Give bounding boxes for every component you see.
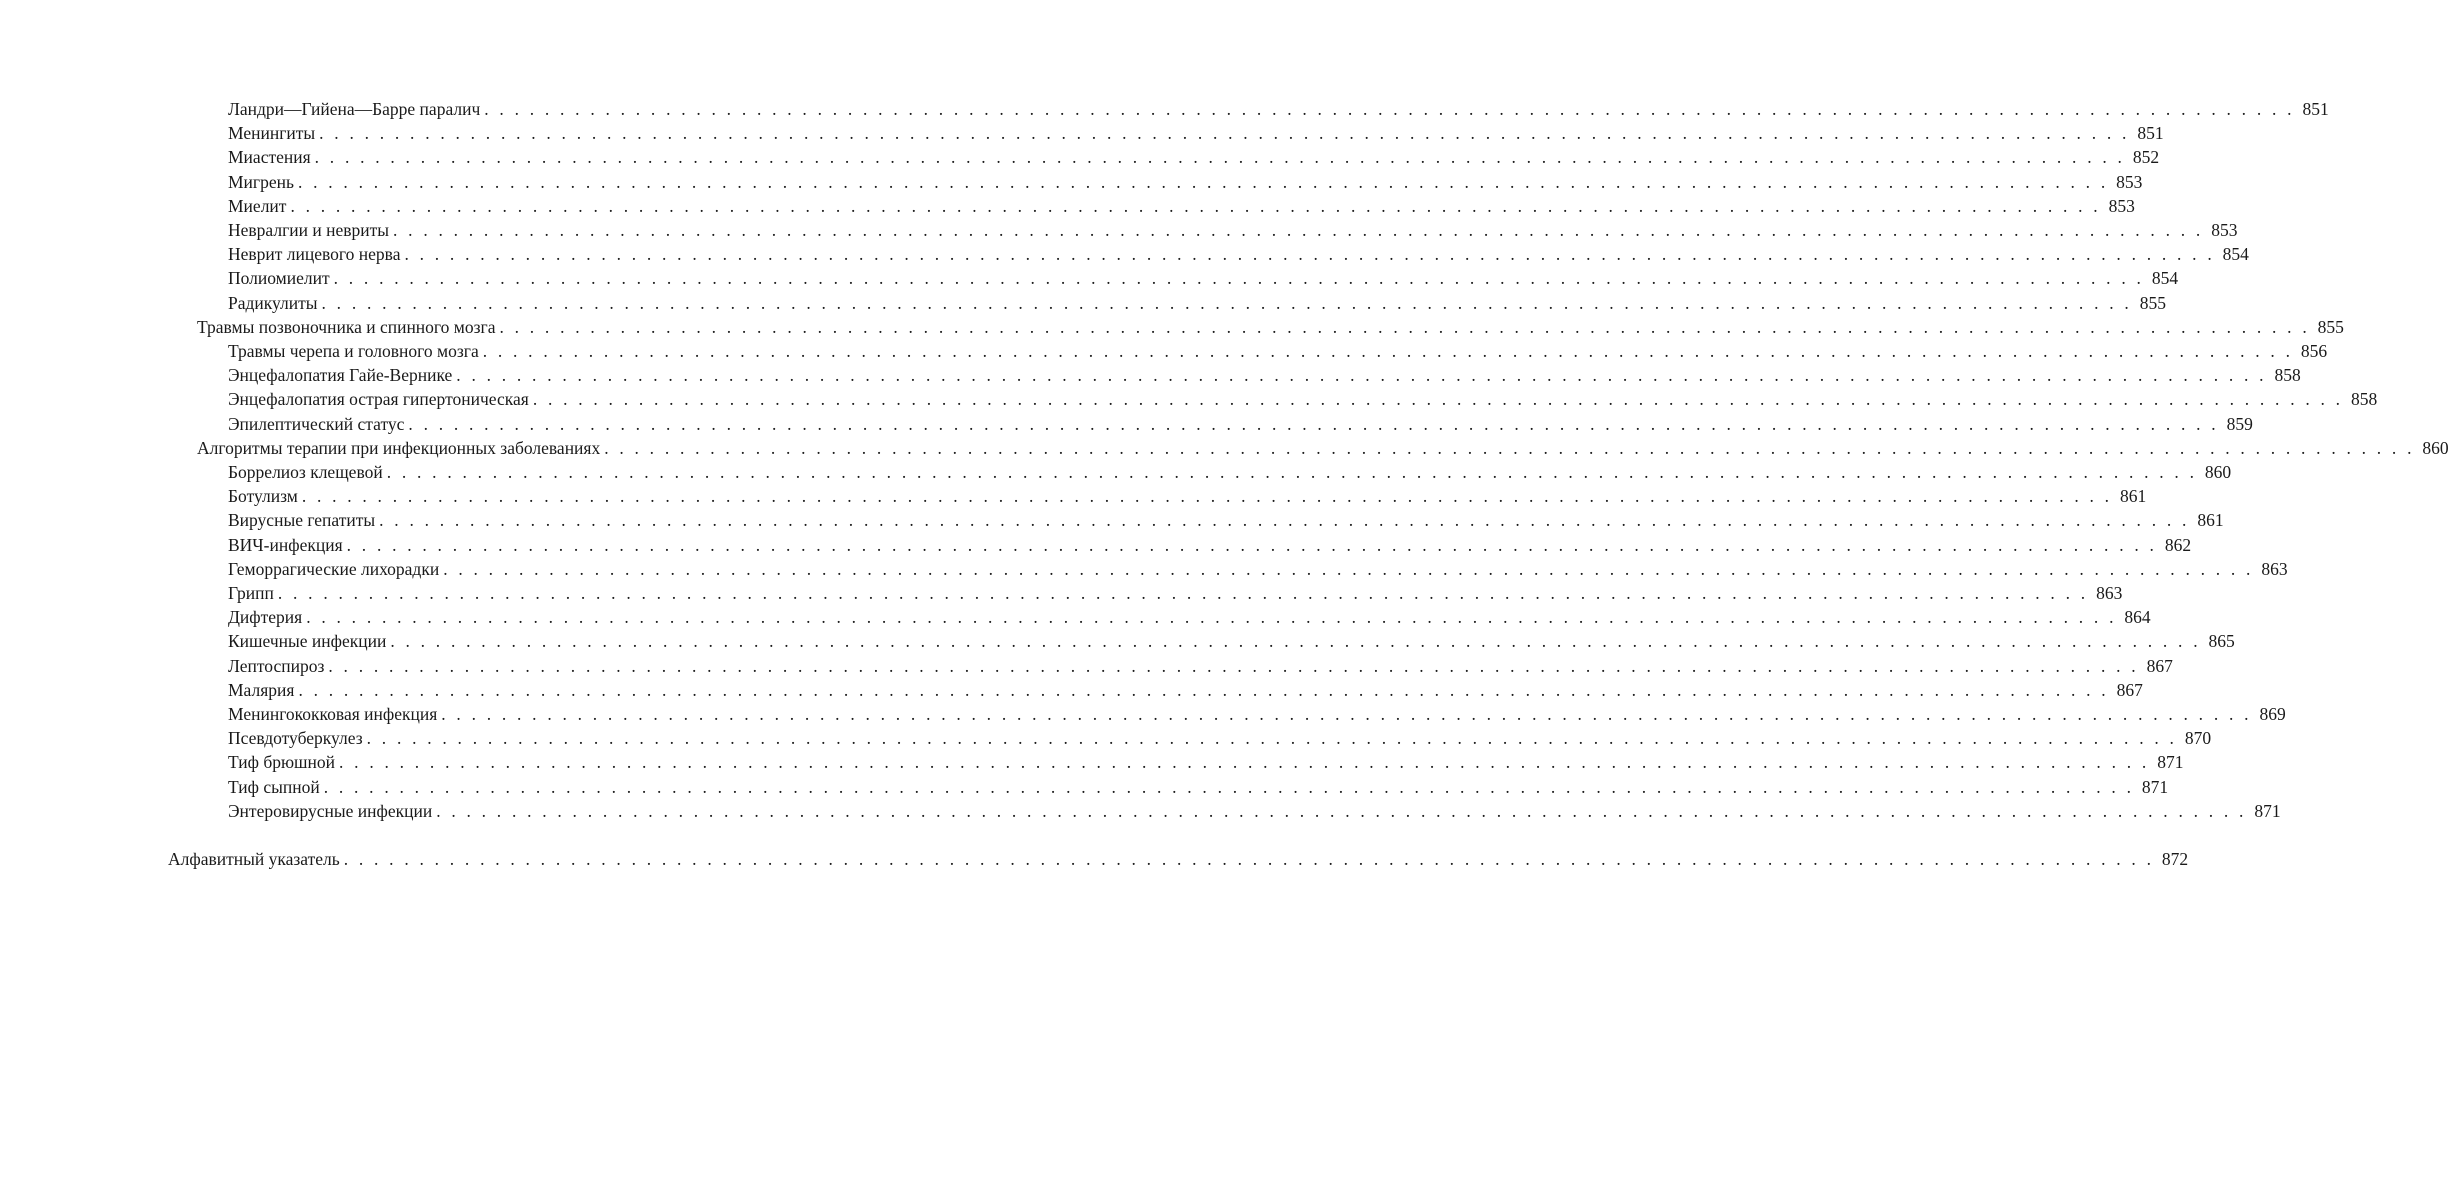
dot-leader: . . . . . . . . . . . . . . . . . . . . . . . . . . . . . . . . . . . . . . . . . . . . . . . . . . . . . . . . . . . . . . . . . . . . . . . . . . . . . . . . . . . . . . . . . . . . . . . . . . . . . . . . . . . . . . . . . . . . . . . . <box>390 631 2201 652</box>
toc-entry-title: Алфавитный указатель <box>168 847 344 871</box>
dot-leader: . . . . . . . . . . . . . . . . . . . . . . . . . . . . . . . . . . . . . . . . . . . . . . . . . . . . . . . . . . . . . . . . . . . . . . . . . . . . . . . . . . . . . . . . . . . . . . . . . . . . . . . . . . . . . . . . . . . . . . . . <box>301 486 2113 507</box>
toc-entry[interactable] <box>228 605 2151 629</box>
toc-entry-title: Энцефалопатия Гайе-Вернике <box>228 363 456 387</box>
dot-leader: . . . . . . . . . . . . . . . . . . . . . . . . . . . . . . . . . . . . . . . . . . . . . . . . . . . . . . . . . . . . . . . . . . . . . . . . . . . . . . . . . . . . . . . . . . . . . . . . . . . . . . . . . . . . . . . . . . . . . . . . <box>436 800 2247 821</box>
toc-entry[interactable] <box>228 460 2232 484</box>
toc-entry-title: Невралгии и невриты <box>228 218 393 242</box>
toc-entry-page-number: 865 <box>2201 629 2235 653</box>
toc-entry-title: Ландри—Гийена—Барре паралич <box>228 97 484 121</box>
dot-leader: . . . . . . . . . . . . . . . . . . . . . . . . . . . . . . . . . . . . . . . . . . . . . . . . . . . . . . . . . . . . . . . . . . . . . . . . . . . . . . . . . . . . . . . . . . . . . . . . . . . . . . . . . . . . . . . . . . . . . . . . <box>333 268 2145 289</box>
toc-entry[interactable] <box>228 654 2173 678</box>
toc-entry[interactable] <box>228 387 2378 411</box>
dot-leader: . . . . . . . . . . . . . . . . . . . . . . . . . . . . . . . . . . . . . . . . . . . . . . . . . . . . . . . . . . . . . . . . . . . . . . . . . . . . . . . . . . . . . . . . . . . . . . . . . . . . . . . . . . . . . . . . . . . . . . . . <box>404 244 2215 265</box>
toc-entry-title: Травмы позвоночника и спинного мозга <box>197 315 499 339</box>
toc-entry-title: Менингококковая инфекция <box>228 702 441 726</box>
toc-entry-title: Алгоритмы терапии при инфекционных заболеваниях <box>197 436 604 460</box>
toc-entry[interactable] <box>228 750 2184 774</box>
toc-entry-title: Миастения <box>228 145 315 169</box>
toc-entry-title: Эпилептический статус <box>228 412 408 436</box>
toc-entry-title: Геморрагические лихорадки <box>228 557 443 581</box>
toc-entry-page-number: 861 <box>2112 484 2146 508</box>
dot-leader: . . . . . . . . . . . . . . . . . . . . . . . . . . . . . . . . . . . . . . . . . . . . . . . . . . . . . . . . . . . . . . . . . . . . . . . . . . . . . . . . . . . . . . . . . . . . . . . . . . . . . . . . . . . . . . . . . . . . . . . . <box>443 558 2254 579</box>
toc-entry[interactable] <box>228 170 2143 194</box>
dot-leader: . . . . . . . . . . . . . . . . . . . . . . . . . . . . . . . . . . . . . . . . . . . . . . . . . . . . . . . . . . . . . . . . . . . . . . . . . . . . . . . . . . . . . . . . . . . . . . . . . . . . . . . . . . . . . . . . . . . . . . . . <box>441 704 2252 724</box>
toc-entry[interactable] <box>228 97 2329 121</box>
toc-entry-page-number: 852 <box>2125 145 2159 169</box>
dot-leader: . . . . . . . . . . . . . . . . . . . . . . . . . . . . . . . . . . . . . . . . . . . . . . . . . . . . . . . . . . . . . . . . . . . . . . . . . . . . . . . . . . . . . . . . . . . . . . . . . . . . . . . . . . . . . . . . . . . . . . . . <box>532 389 2344 410</box>
dot-leader: . . . . . . . . . . . . . . . . . . . . . . . . . . . . . . . . . . . . . . . . . . . . . . . . . . . . . . . . . . . . . . . . . . . . . . . . . . . . . . . . . . . . . . . . . . . . . . . . . . . . . . . . . . . . . . . . . . . . . . . . <box>386 462 2198 482</box>
toc-entry-page-number: 854 <box>2215 242 2249 266</box>
toc-entry-page-number: 851 <box>2295 97 2329 121</box>
toc-entry[interactable] <box>228 145 2160 169</box>
dot-leader: . . . . . . . . . . . . . . . . . . . . . . . . . . . . . . . . . . . . . . . . . . . . . . . . . . . . . . . . . . . . . . . . . . . . . . . . . . . . . . . . . . . . . . . . . . . . . . . . . . . . . . . . . . . . . . . . . . . . . . . . <box>456 365 2267 386</box>
dot-leader: . . . . . . . . . . . . . . . . . . . . . . . . . . . . . . . . . . . . . . . . . . . . . . . . . . . . . . . . . . . . . . . . . . . . . . . . . . . . . . . . . . . . . . . . . . . . . . . . . . . . . . . . . . . . . . . . . . . . . . . . <box>290 195 2101 216</box>
toc-entry-title: Радикулиты <box>228 291 322 315</box>
dot-leader: . . . . . . . . . . . . . . . . . . . . . . . . . . . . . . . . . . . . . . . . . . . . . . . . . . . . . . . . . . . . . . . . . . . . . . . . . . . . . . . . . . . . . . . . . . . . . . . . . . . . . . . . . . . . . . . . . . . . . . . . <box>343 849 2155 869</box>
toc-entry[interactable] <box>228 629 2235 653</box>
dot-leader: . . . . . . . . . . . . . . . . . . . . . . . . . . . . . . . . . . . . . . . . . . . . . . . . . . . . . . . . . . . . . . . . . . . . . . . . . . . . . . . . . . . . . . . . . . . . . . . . . . . . . . . . . . . . . . . . . . . . . . . . <box>346 534 2158 555</box>
toc-entry-page-number: 855 <box>2132 291 2166 315</box>
dot-leader: . . . . . . . . . . . . . . . . . . . . . . . . . . . . . . . . . . . . . . . . . . . . . . . . . . . . . . . . . . . . . . . . . . . . . . . . . . . . . . . . . . . . . . . . . . . . . . . . . . . . . . . . . . . . . . . . . . . . . . . . <box>499 316 2310 337</box>
toc-entry-title: Лептоспироз <box>228 654 328 678</box>
dot-leader: . . . . . . . . . . . . . . . . . . . . . . . . . . . . . . . . . . . . . . . . . . . . . . . . . . . . . . . . . . . . . . . . . . . . . . . . . . . . . . . . . . . . . . . . . . . . . . . . . . . . . . . . . . . . . . . . . . . . . . . . <box>306 607 2117 628</box>
toc-entry-title: Ботулизм <box>228 484 302 508</box>
dot-leader: . . . . . . . . . . . . . . . . . . . . . . . . . . . . . . . . . . . . . . . . . . . . . . . . . . . . . . . . . . . . . . . . . . . . . . . . . . . . . . . . . . . . . . . . . . . . . . . . . . . . . . . . . . . . . . . . . . . . . . . . <box>393 220 2204 240</box>
toc-entry-page-number: 871 <box>2247 799 2281 823</box>
toc-entry[interactable] <box>197 315 2344 339</box>
toc-entry-page-number: 858 <box>2343 387 2377 411</box>
toc-entry-page-number: 863 <box>2088 581 2122 605</box>
dot-leader: . . . . . . . . . . . . . . . . . . . . . . . . . . . . . . . . . . . . . . . . . . . . . . . . . . . . . . . . . . . . . . . . . . . . . . . . . . . . . . . . . . . . . . . . . . . . . . . . . . . . . . . . . . . . . . . . . . . . . . . . <box>484 99 2295 119</box>
dot-leader: . . . . . . . . . . . . . . . . . . . . . . . . . . . . . . . . . . . . . . . . . . . . . . . . . . . . . . . . . . . . . . . . . . . . . . . . . . . . . . . . . . . . . . . . . . . . . . . . . . . . . . . . . . . . . . . . . . . . . . . . <box>604 437 2415 458</box>
toc-entry-page-number: 864 <box>2117 605 2151 629</box>
toc-entry-title: Полиомиелит <box>228 266 334 290</box>
toc-entry-page-number: 863 <box>2254 557 2288 581</box>
toc-entry[interactable] <box>228 363 2301 387</box>
toc-entry-page-number: 870 <box>2177 726 2211 750</box>
toc-entry[interactable] <box>228 508 2224 532</box>
dot-leader: . . . . . . . . . . . . . . . . . . . . . . . . . . . . . . . . . . . . . . . . . . . . . . . . . . . . . . . . . . . . . . . . . . . . . . . . . . . . . . . . . . . . . . . . . . . . . . . . . . . . . . . . . . . . . . . . . . . . . . . . <box>408 413 2219 434</box>
toc-entry[interactable] <box>228 678 2143 702</box>
dot-leader: . . . . . . . . . . . . . . . . . . . . . . . . . . . . . . . . . . . . . . . . . . . . . . . . . . . . . . . . . . . . . . . . . . . . . . . . . . . . . . . . . . . . . . . . . . . . . . . . . . . . . . . . . . . . . . . . . . . . . . . . <box>297 171 2109 192</box>
toc-entry-title: Кишечные инфекции <box>228 629 390 653</box>
dot-leader: . . . . . . . . . . . . . . . . . . . . . . . . . . . . . . . . . . . . . . . . . . . . . . . . . . . . . . . . . . . . . . . . . . . . . . . . . . . . . . . . . . . . . . . . . . . . . . . . . . . . . . . . . . . . . . . . . . . . . . . . <box>321 292 2132 313</box>
dot-leader: . . . . . . . . . . . . . . . . . . . . . . . . . . . . . . . . . . . . . . . . . . . . . . . . . . . . . . . . . . . . . . . . . . . . . . . . . . . . . . . . . . . . . . . . . . . . . . . . . . . . . . . . . . . . . . . . . . . . . . . . <box>277 583 2089 603</box>
toc-entry-page-number: 860 <box>2415 436 2449 460</box>
dot-leader: . . . . . . . . . . . . . . . . . . . . . . . . . . . . . . . . . . . . . . . . . . . . . . . . . . . . . . . . . . . . . . . . . . . . . . . . . . . . . . . . . . . . . . . . . . . . . . . . . . . . . . . . . . . . . . . . . . . . . . . . <box>323 776 2135 797</box>
dot-leader: . . . . . . . . . . . . . . . . . . . . . . . . . . . . . . . . . . . . . . . . . . . . . . . . . . . . . . . . . . . . . . . . . . . . . . . . . . . . . . . . . . . . . . . . . . . . . . . . . . . . . . . . . . . . . . . . . . . . . . . . <box>482 341 2294 361</box>
toc-entry-title: Тиф брюшной <box>228 750 339 774</box>
dot-leader: . . . . . . . . . . . . . . . . . . . . . . . . . . . . . . . . . . . . . . . . . . . . . . . . . . . . . . . . . . . . . . . . . . . . . . . . . . . . . . . . . . . . . . . . . . . . . . . . . . . . . . . . . . . . . . . . . . . . . . . . <box>319 123 2130 144</box>
toc-entry[interactable] <box>228 291 2166 315</box>
toc-entry-title: Травмы черепа и головного мозга <box>228 339 483 363</box>
toc-entry-title: Неврит лицевого нерва <box>228 242 404 266</box>
toc-entry-title: Малярия <box>228 678 298 702</box>
toc-entry[interactable] <box>228 799 2281 823</box>
toc-entry-title: Мигрень <box>228 170 298 194</box>
toc-entry-title: Тиф сыпной <box>228 775 324 799</box>
toc-entry[interactable] <box>228 581 2123 605</box>
toc-entry-title: Грипп <box>228 581 278 605</box>
toc-entry-page-number: 867 <box>2139 654 2173 678</box>
toc-entry[interactable] <box>228 775 2169 799</box>
toc-entry-page-number: 853 <box>2101 194 2135 218</box>
toc-entry-page-number: 856 <box>2293 339 2327 363</box>
toc-entry-page-number: 858 <box>2267 363 2301 387</box>
toc-entry-title: Менингиты <box>228 121 319 145</box>
toc-entry-page-number: 853 <box>2203 218 2237 242</box>
toc-entry[interactable] <box>228 194 2135 218</box>
dot-leader: . . . . . . . . . . . . . . . . . . . . . . . . . . . . . . . . . . . . . . . . . . . . . . . . . . . . . . . . . . . . . . . . . . . . . . . . . . . . . . . . . . . . . . . . . . . . . . . . . . . . . . . . . . . . . . . . . . . . . . . . <box>328 655 2139 676</box>
toc-entry[interactable] <box>228 557 2288 581</box>
toc-entry-title: Миелит <box>228 194 290 218</box>
toc-entry-title: Энцефалопатия острая гипертоническая <box>228 387 533 411</box>
toc-entry[interactable] <box>228 484 2147 508</box>
toc-entry-page-number: 867 <box>2109 678 2143 702</box>
toc-entry-page-number: 861 <box>2190 508 2224 532</box>
toc-entry-title: Вирусные гепатиты <box>228 508 379 532</box>
toc-entry-title: Дифтерия <box>228 605 306 629</box>
toc-entry[interactable] <box>197 436 2449 460</box>
dot-leader: . . . . . . . . . . . . . . . . . . . . . . . . . . . . . . . . . . . . . . . . . . . . . . . . . . . . . . . . . . . . . . . . . . . . . . . . . . . . . . . . . . . . . . . . . . . . . . . . . . . . . . . . . . . . . . . . . . . . . . . . <box>366 728 2178 749</box>
toc-entry[interactable] <box>228 266 2179 290</box>
toc-entry-page-number: 854 <box>2144 266 2178 290</box>
toc-entry-page-number: 871 <box>2134 775 2168 799</box>
toc-entry-page-number: 853 <box>2108 170 2142 194</box>
toc-entry-page-number: 851 <box>2130 121 2164 145</box>
toc-entry-page-number: 872 <box>2154 847 2188 871</box>
toc-entry[interactable] <box>168 847 2189 871</box>
toc-entry-page-number: 862 <box>2157 533 2191 557</box>
dot-leader: . . . . . . . . . . . . . . . . . . . . . . . . . . . . . . . . . . . . . . . . . . . . . . . . . . . . . . . . . . . . . . . . . . . . . . . . . . . . . . . . . . . . . . . . . . . . . . . . . . . . . . . . . . . . . . . . . . . . . . . . <box>379 510 2190 531</box>
toc-entry[interactable] <box>228 533 2192 557</box>
toc-entry[interactable] <box>228 218 2238 242</box>
toc-entry[interactable] <box>228 339 2328 363</box>
toc-entry[interactable] <box>228 412 2253 436</box>
toc-entry-title: ВИЧ-инфекция <box>228 533 347 557</box>
toc-entry[interactable] <box>228 702 2286 726</box>
toc-entry-page-number: 859 <box>2219 412 2253 436</box>
toc-entry-title: Боррелиоз клещевой <box>228 460 387 484</box>
toc-entry[interactable] <box>228 242 2249 266</box>
dot-leader: . . . . . . . . . . . . . . . . . . . . . . . . . . . . . . . . . . . . . . . . . . . . . . . . . . . . . . . . . . . . . . . . . . . . . . . . . . . . . . . . . . . . . . . . . . . . . . . . . . . . . . . . . . . . . . . . . . . . . . . . <box>298 679 2109 700</box>
toc-entry-page-number: 855 <box>2310 315 2344 339</box>
toc-entry[interactable] <box>228 121 2164 145</box>
dot-leader: . . . . . . . . . . . . . . . . . . . . . . . . . . . . . . . . . . . . . . . . . . . . . . . . . . . . . . . . . . . . . . . . . . . . . . . . . . . . . . . . . . . . . . . . . . . . . . . . . . . . . . . . . . . . . . . . . . . . . . . . <box>339 752 2150 773</box>
dot-leader: . . . . . . . . . . . . . . . . . . . . . . . . . . . . . . . . . . . . . . . . . . . . . . . . . . . . . . . . . . . . . . . . . . . . . . . . . . . . . . . . . . . . . . . . . . . . . . . . . . . . . . . . . . . . . . . . . . . . . . . . <box>314 147 2126 168</box>
toc-entry-page-number: 871 <box>2149 750 2183 774</box>
toc-entry-title: Псевдотуберкулез <box>228 726 367 750</box>
toc-entry-title: Энтеровирусные инфекции <box>228 799 436 823</box>
toc-entry-page-number: 860 <box>2197 460 2231 484</box>
toc-entry-page-number: 869 <box>2252 702 2286 726</box>
toc-entry[interactable] <box>228 726 2212 750</box>
